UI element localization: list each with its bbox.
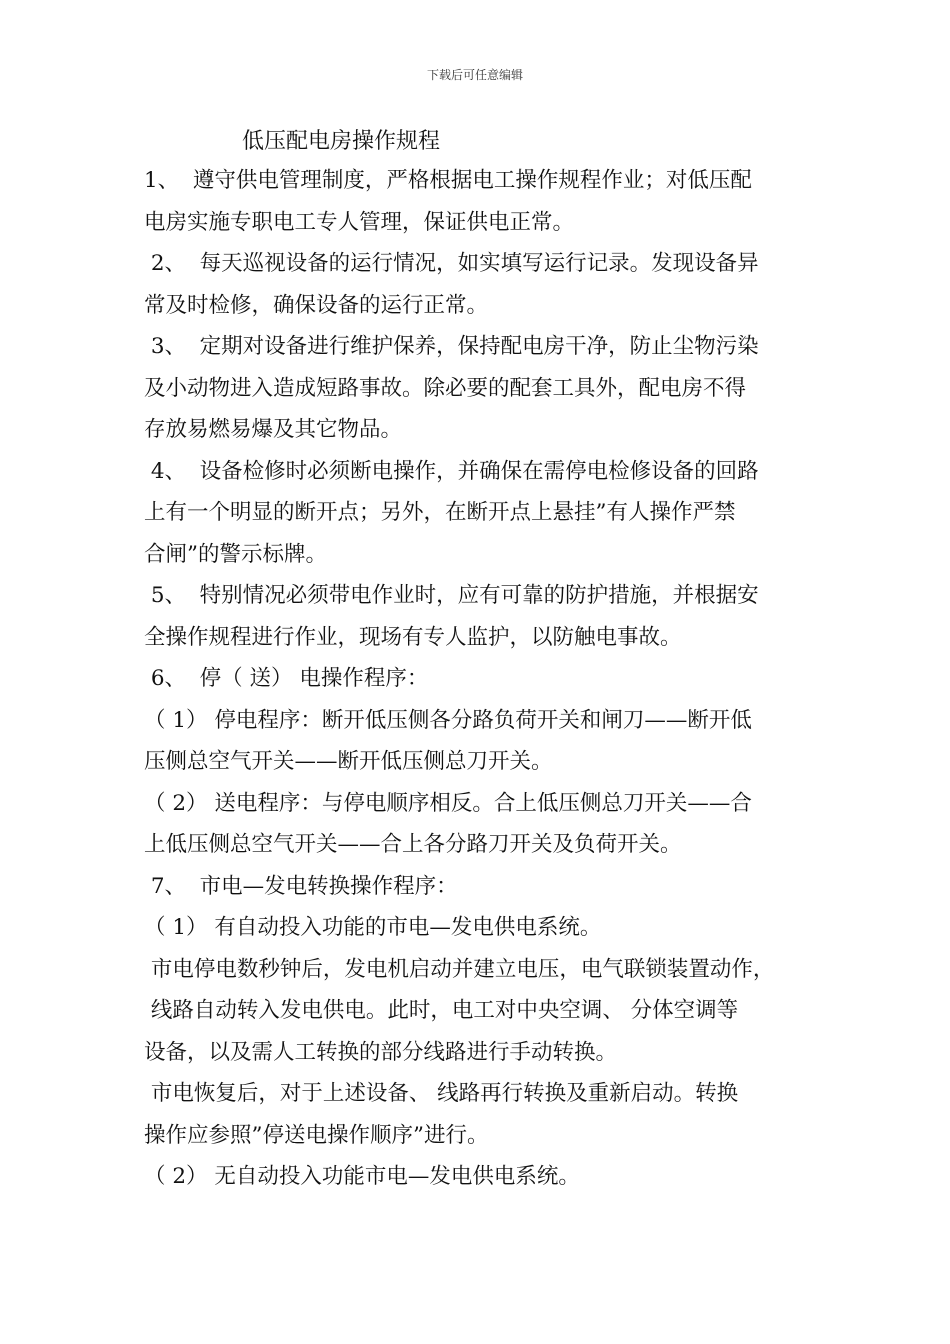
text-line: （ 1） 有自动投入功能的市电—发电供电系统。: [144, 915, 602, 940]
text-line: 压侧总空气开关——断开低压侧总刀开关。: [144, 749, 553, 774]
document-body: [144, 160, 820, 1198]
text-line: 线路自动转入发电供电。此时，电工对中央空调、 分体空调等: [144, 998, 739, 1023]
text-line: （ 2） 送电程序：与停电顺序相反。合上低压侧总刀开关——合: [144, 790, 752, 816]
text-line: 2、 每天巡视设备的运行情况，如实填写运行记录。发现设备异: [144, 251, 759, 276]
text-line: 及小动物进入造成短路事故。除必要的配套工具外，配电房不得: [144, 375, 747, 401]
text-line: 1、 遵守供电管理制度，严格根据电工操作规程作业；对低压配: [144, 168, 752, 193]
text-line: 电房实施专职电工专人管理，保证供电正常。: [144, 209, 575, 235]
text-line: 上低压侧总空气开关——合上各分路刀开关及负荷开关。: [144, 832, 682, 857]
text-line: 市电恢复后，对于上述设备、 线路再行转换及重新启动。转换: [144, 1081, 739, 1106]
text-line: 合闸”的警示标牌。: [144, 541, 327, 567]
text-line: 设备，以及需人工转换的部分线路进行手动转换。: [144, 1039, 618, 1065]
document-title: 低压配电房操作规程: [242, 129, 441, 154]
text-line: 5、 特别情况必须带电作业时，应有可靠的防护措施，并根据安: [144, 583, 759, 608]
text-line: 操作应参照”停送电操作顺序”进行。: [144, 1122, 489, 1148]
text-line: 3、 定期对设备进行维护保养，保持配电房干净，防止尘物污染: [144, 334, 759, 359]
text-line: 6、 停（ 送） 电操作程序：: [144, 666, 429, 691]
text-line: （ 1） 停电程序：断开低压侧各分路负荷开关和闸刀——断开低: [144, 707, 752, 733]
text-line: 4、 设备检修时必须断电操作，并确保在需停电检修设备的回路: [144, 458, 759, 484]
text-line: 7、 市电—发电转换操作程序：: [144, 873, 458, 899]
page-header-note: 下载后可任意编辑: [426, 68, 523, 82]
text-line: （ 2） 无自动投入功能市电—发电供电系统。: [144, 1164, 580, 1189]
text-line: 全操作规程进行作业，现场有专人监护，以防触电事故。: [144, 624, 682, 650]
text-line: 存放易燃易爆及其它物品。: [144, 417, 403, 442]
text-line: 市电停电数秒钟后，发电机启动并建立电压，电气联锁装置动作，: [144, 956, 775, 982]
text-line: 上有一个明显的断开点；另外，在断开点上悬挂”有人操作严禁: [144, 500, 736, 525]
text-line: 常及时检修，确保设备的运行正常。: [144, 292, 489, 318]
